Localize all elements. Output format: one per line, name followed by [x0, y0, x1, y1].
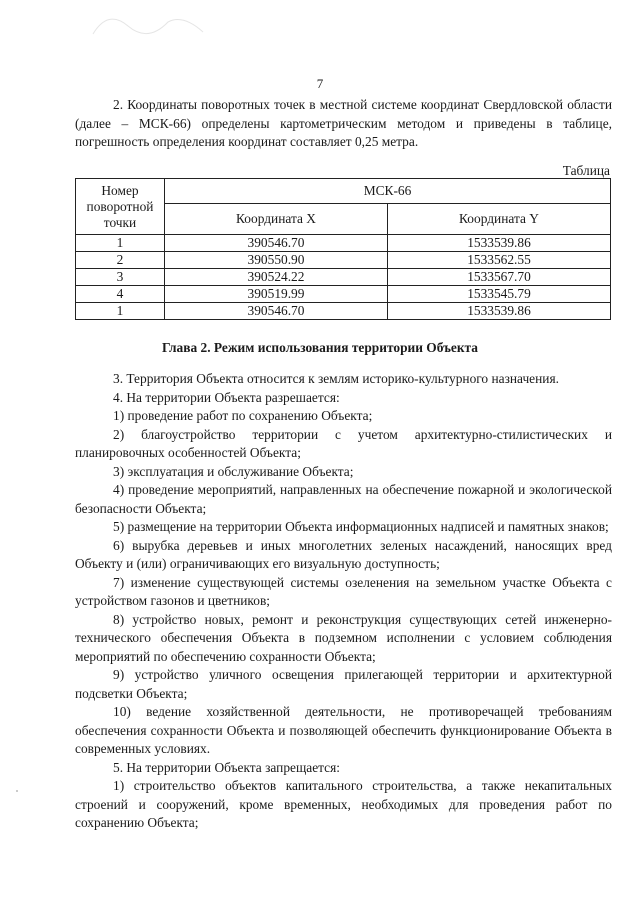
list-item: 3) эксплуатация и обслуживание Объекта; [113, 463, 354, 479]
list-item: 10) ведение хозяйственной деятельности, не противоречащей требованиям обеспечения сохранности Объекта и позволяющей обеспечить функционирование Объекта в современных условиях. [75, 704, 612, 756]
coordinate-y-cell: 1533545.79 [388, 286, 611, 303]
table-caption: Таблица [562, 163, 610, 178]
table-row [76, 235, 611, 252]
coordinates-table [75, 178, 611, 320]
scan-speck [16, 790, 18, 792]
list-item: 1) строительство объектов капитального строительства, а также некапитальных строений и сооружений, кроме временных, необходимых для проведения работ по сохранению Объекта; [75, 778, 612, 830]
paragraph: 5. На территории Объекта запрещается: [113, 759, 340, 775]
table-row [76, 252, 611, 269]
coordinate-x-cell: 390519.99 [165, 286, 388, 303]
coordinate-y-cell: 1533567.70 [388, 269, 611, 286]
coordinate-x-cell: 390546.70 [165, 235, 388, 252]
point-number-cell: 4 [76, 286, 165, 303]
list-item: 8) устройство новых, ремонт и реконструкция существующих сетей инженерно-технического обеспечения Объекта в подземном исполнении с условием соблюдения мероприятий по обеспечению сохранности Объекта; [75, 611, 612, 664]
point-number-cell: 2 [76, 252, 165, 269]
list-item: 2) благоустройство территории с учетом архитектурно-стилистических и планировочных особенностей Объекта; [75, 426, 612, 460]
chapter-title: Глава 2. Режим использования территории Объекта [162, 340, 478, 355]
table-row [76, 269, 611, 286]
point-number-cell: 3 [76, 269, 165, 286]
point-number-cell: 1 [76, 303, 165, 320]
page-number: 7 [316, 76, 324, 91]
table-row [76, 286, 611, 303]
header-coordinate-x: Координата X [165, 204, 388, 235]
list-item: 4) проведение мероприятий, направленных на обеспечение пожарной и экологической безопасности Объекта; [75, 482, 612, 516]
header-coordinate-y: Координата Y [388, 204, 611, 235]
intro-paragraph: 2. Координаты поворотных точек в местной системе координат Свердловской области (далее – МСК-66) определены картометрическим методом и приведены в таблице, погрешность определения координат составляет 0,25 метра. [75, 97, 612, 149]
list-item: 9) устройство уличного освещения прилегающей территории и архитектурной подсветки Объекта; [75, 667, 612, 701]
table-row [76, 303, 611, 320]
list-item: 1) проведение работ по сохранению Объекта; [113, 408, 373, 423]
coordinate-x-cell: 390524.22 [165, 269, 388, 286]
paragraph: 4. На территории Объекта разрешается: [113, 389, 340, 405]
table-header-row [76, 179, 611, 204]
chapter-body [75, 370, 612, 833]
coordinate-y-cell: 1533539.86 [388, 303, 611, 320]
coordinate-x-cell: 390546.70 [165, 303, 388, 320]
coordinate-y-cell: 1533562.55 [388, 252, 611, 269]
coordinate-x-cell: 390550.90 [165, 252, 388, 269]
list-item: 7) изменение существующей системы озеленения на земельном участке Объекта с устройством газонов и цветников; [75, 574, 612, 608]
coordinate-y-cell: 1533539.86 [388, 235, 611, 252]
list-item: 6) вырубка деревьев и иных многолетних зеленых насаждений, наносящих вред Объекту и (или) ограничивающих его визуальную доступность; [75, 537, 612, 571]
faint-stamp-mark [88, 4, 208, 44]
paragraph: 3. Территория Объекта относится к землям историко-культурного назначения. [113, 371, 559, 386]
header-msk66: МСК-66 [165, 179, 611, 204]
point-number-cell: 1 [76, 235, 165, 252]
header-point-number: Номер поворотной точки [76, 179, 165, 235]
list-item: 5) размещение на территории Объекта информационных надписей и памятных знаков; [113, 519, 609, 534]
